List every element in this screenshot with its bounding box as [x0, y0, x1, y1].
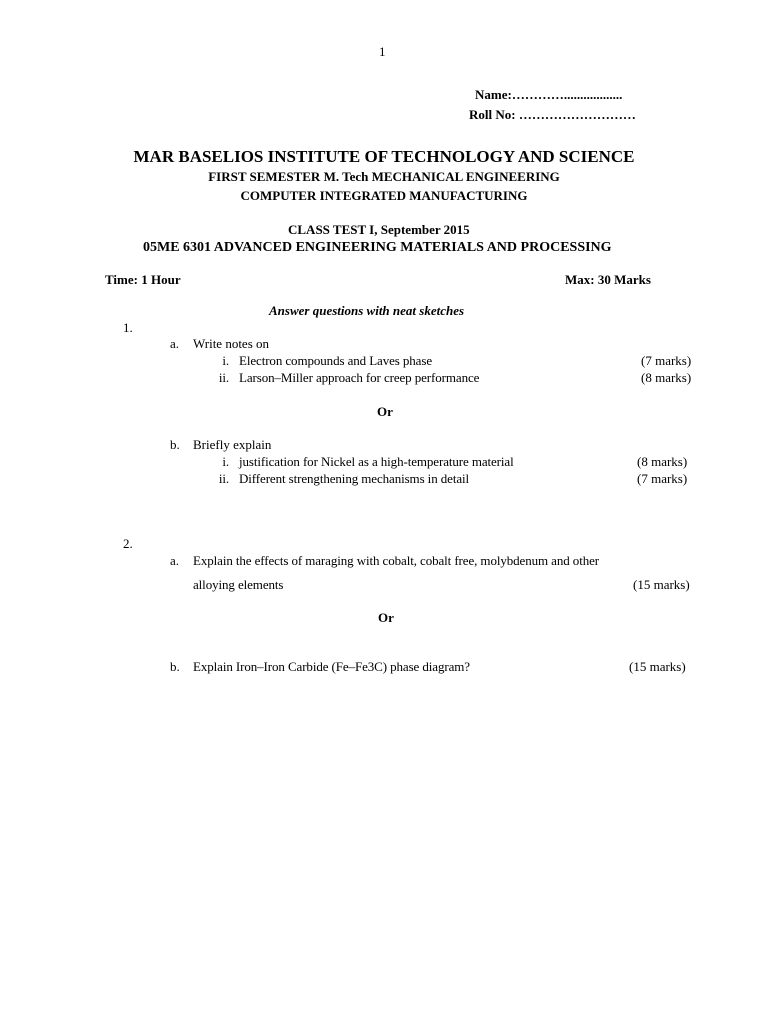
semester-line: FIRST SEMESTER M. Tech MECHANICAL ENGINEERING — [208, 169, 560, 184]
q1a-item-1-number: i. — [222, 353, 229, 368]
question-2-number: 2. — [123, 536, 133, 551]
time-allowed: Time: 1 Hour — [105, 272, 181, 287]
q1a-letter: a. — [170, 336, 180, 351]
q1b-item-1-marks: (8 marks) — [637, 454, 688, 469]
q2a-marks: (15 marks) — [633, 577, 690, 592]
q2-or-separator: Or — [378, 610, 394, 625]
q1a-text: Write notes on — [193, 336, 270, 351]
test-title: CLASS TEST I, September 2015 — [288, 222, 470, 237]
course-title: 05ME 6301 ADVANCED ENGINEERING MATERIALS AND PROCESSING — [143, 240, 612, 255]
q1b-item-2-text: Different strengthening mechanisms in detail — [239, 471, 470, 486]
page-number: 1 — [379, 44, 386, 59]
roll-number-field-label: Roll No: ……………………… — [469, 107, 636, 122]
instruction: Answer questions with neat sketches — [269, 303, 465, 318]
q1b-item-1-text: justification for Nickel as a high-temperature material — [239, 454, 514, 469]
q2b-text: Explain Iron–Iron Carbide (Fe–Fe3C) phase diagram? — [193, 659, 470, 674]
q1b-item-2-number: ii. — [218, 471, 229, 486]
q2b-letter: b. — [170, 659, 180, 674]
q1a-item-1-marks: (7 marks) — [641, 353, 692, 368]
q1b-letter: b. — [170, 437, 180, 452]
q2b-marks: (15 marks) — [629, 659, 686, 674]
q1b-text: Briefly explain — [193, 437, 272, 452]
q1a-item-2-marks: (8 marks) — [641, 370, 692, 385]
q2a-text-line-1: Explain the effects of maraging with cobalt, cobalt free, molybdenum and other — [193, 553, 600, 568]
q1a-item-2-number: ii. — [218, 370, 229, 385]
q2a-text-line-2: alloying elements — [193, 577, 284, 592]
q1b-item-2-marks: (7 marks) — [637, 471, 688, 486]
institution-title: MAR BASELIOS INSTITUTE OF TECHNOLOGY AND SCIENCE — [133, 147, 635, 166]
q1b-item-1-number: i. — [222, 454, 229, 469]
q1a-item-2-text: Larson–Miller approach for creep performance — [239, 370, 480, 385]
question-1-number: 1. — [123, 320, 133, 335]
q2a-letter: a. — [170, 553, 180, 568]
name-field-label: Name:………….................. — [475, 87, 623, 102]
q1-or-separator: Or — [377, 404, 393, 419]
max-marks: Max: 30 Marks — [565, 272, 651, 287]
specialization-line: COMPUTER INTEGRATED MANUFACTURING — [240, 188, 528, 203]
q1a-item-1-text: Electron compounds and Laves phase — [239, 353, 432, 368]
